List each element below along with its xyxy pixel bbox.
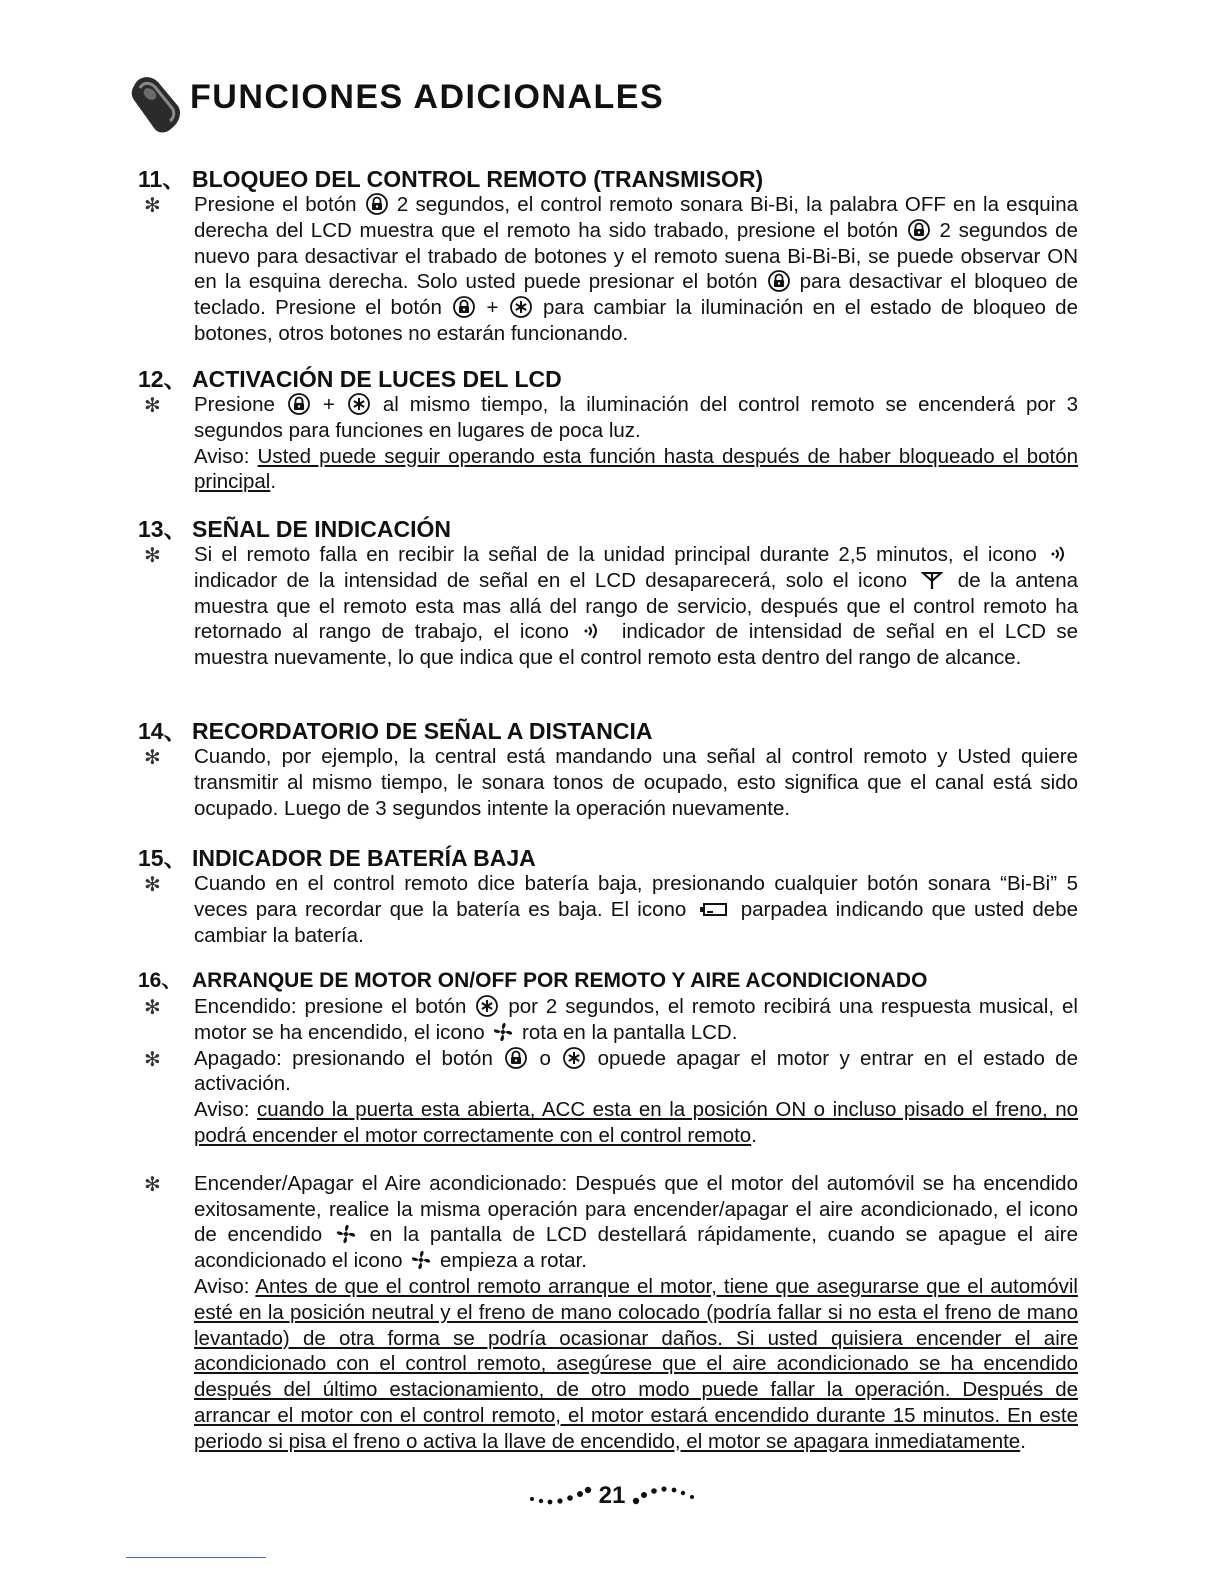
section-15 [138,845,1078,948]
text: o [539,1046,551,1070]
text: . [751,1123,757,1147]
fan-icon [492,1021,514,1043]
text: en la pantalla de LCD destellará rápidamente, cuando se apague el aire acondicionado el icono [194,1223,1078,1273]
remote-control-icon [128,72,184,138]
asterisk-bullet-icon: ✻ [144,1048,161,1071]
asterisk-bullet-icon: ✻ [144,747,161,769]
text: de la antena muestra que el remoto esta mas allá del rango de servicio, después que el control remoto ha retornado al rango de trabajo, el icono [194,568,1078,644]
decorative-dots-right-icon [632,1485,696,1505]
star-button-icon [563,1047,585,1069]
section-heading [138,845,1078,871]
paragraph [194,192,1078,347]
text: rota en la pantalla LCD. [522,1020,738,1044]
section-number: 12、 [138,366,187,392]
section-number: 15、 [138,845,187,871]
text: Cuando en el control remoto dice batería baja, presionando cualquier botón sonara “Bi-Bi” 5 veces para recordar que la batería es baja. El icono [194,872,1078,921]
text: 2 segundos de nuevo para desactivar el trabado de botones y el remoto suena Bi-Bi-Bi, se puede observar ON en la esquina derecha. Solo usted puede presionar el botón [194,218,1078,294]
section-number: 13、 [138,516,187,542]
text: Encendido: presione el botón [194,995,467,1018]
text: para desactivar el bloqueo de teclado. Presione el botón [194,270,1078,320]
page-header [128,68,828,138]
paragraph [194,542,1078,671]
decorative-dots-left-icon [528,1485,592,1505]
page-title: FUNCIONES ADICIONALES [190,78,665,116]
section-title: SEÑAL DE INDICACIÓN [192,516,451,542]
notice-label: Aviso: [194,444,250,468]
page-footer [0,1482,1224,1510]
section-heading [138,516,1078,542]
signal-strength-icon [1050,544,1074,564]
signal-strength-icon [583,621,607,641]
text: al mismo tiempo, la iluminación del control remoto se encenderá por 3 segundos para funciones en lugares de poca luz. [194,393,1078,442]
section-title: INDICADOR DE BATERÍA BAJA [192,845,536,871]
section-heading [138,968,1078,994]
asterisk-bullet-icon: ✻ [144,874,161,896]
section-heading [138,166,1078,192]
text: Apagado: presionando el botón [194,1046,493,1070]
paragraph [194,1171,1078,1455]
section-heading [138,366,1078,392]
section-title: RECORDATORIO DE SEÑAL A DISTANCIA [192,718,653,744]
section-heading [138,718,1078,744]
notice-label: Aviso: [194,1098,250,1122]
notice-text: cuando la puerta esta abierta, ACC esta en la posición ON o incluso pisado el freno, no podrá encender el motor correctamente con el control remoto [194,1098,1078,1147]
list-item [138,542,1078,671]
text: 2 segundos, el control remoto sonara Bi-Bi, la palabra OFF en la esquina derecha del LCD muestra que el remoto ha sido trabado, presione el botón [194,193,1078,242]
list-item [138,1171,1078,1455]
notice-label: Aviso: [194,1274,250,1298]
text: . [270,470,277,494]
paragraph: Cuando, por ejemplo, la central está mandando una señal al control remoto y Usted quiere transmitir al mismo tiempo, le sonara tonos de ocupado, esto significa que el canal está sido ocupado. Luego de 3 segundos intente la operación nuevamente. [194,745,1078,820]
fan-icon [335,1223,357,1245]
section-14 [138,718,1078,821]
lock-button-icon [453,296,475,318]
text: . [1020,1429,1026,1453]
text: + [486,296,499,320]
text: Si el remoto falla en recibir la señal de la unidad principal durante 2,5 minutos, el icono [194,543,1037,566]
lock-button-icon [366,193,388,215]
section-number: 16、 [138,969,183,992]
section-number: 11、 [138,166,186,192]
asterisk-bullet-icon: ✻ [144,1173,161,1196]
section-title: BLOQUEO DEL CONTROL REMOTO (TRANSMISOR) [192,166,764,192]
list-item [138,392,1078,495]
text: para cambiar la iluminación en el estado de bloqueo de botones, otros botones no estarán funcionando. [194,296,1078,345]
text: Encender/Apagar el Aire acondicionado: Después que el motor del automóvil se ha encendido exitosamente, realice la misma operación para encender/apagar el aire acondicionado, el icono de encendido [194,1171,1078,1247]
text: indicador de la intensidad de señal en el LCD desaparecerá, solo el icono [194,568,908,592]
notice-text: Usted puede seguir operando esta función hasta después de haber bloqueado el botón principal [194,444,1078,494]
list-item [138,1046,1078,1149]
lock-button-icon [505,1047,527,1069]
list-item [138,871,1078,948]
text: Presione el botón [194,193,357,216]
asterisk-bullet-icon: ✻ [144,395,161,417]
text: opuede apagar el motor y entrar en el estado de activación. [194,1046,1078,1096]
star-button-icon [476,995,498,1017]
section-12 [138,366,1078,495]
footer-divider [126,1557,266,1558]
section-title: ACTIVACIÓN DE LUCES DEL LCD [192,366,562,392]
antenna-icon [920,570,944,590]
fan-icon [410,1249,432,1271]
list-item [138,744,1078,821]
text: por 2 segundos, el remoto recibirá una respuesta musical, el motor se ha encendido, el icono [194,995,1078,1044]
notice-text: Antes de que el control remoto arranque el motor, tiene que asegurarse que el automóvil esté en la posición neutral y el freno de mano colocado (podría fallar si no esta el freno de mano levantado) de otra forma se podría ocasionar daños. Si usted quisiera encender el aire acondicionado con el control remoto, asegúrese que el aire acondicionado se ha encendido después del último estacionamiento, de otro modo puede fallar la operación. Después de arrancar el motor con el control remoto, el motor estará encendido durante 15 minutos. En este periodo si pisa el freno o activa la llave de encendido, el motor se apagara inmediatamente [194,1274,1078,1453]
lock-button-icon [768,270,790,292]
section-11 [138,166,1078,347]
section-13 [138,516,1078,671]
star-button-icon [348,393,370,415]
asterisk-bullet-icon: ✻ [144,195,161,217]
text: parpadea indicando que usted debe cambiar la batería. [194,897,1079,947]
star-button-icon [510,296,532,318]
paragraph [194,871,1078,948]
list-item [138,192,1078,347]
text: + [322,393,335,416]
text: Presione [194,393,275,416]
paragraph [194,392,1078,495]
paragraph [194,1046,1078,1149]
asterisk-bullet-icon: ✻ [144,997,161,1019]
battery-icon [699,899,729,919]
lock-button-icon [288,393,310,415]
paragraph [194,994,1078,1046]
section-number: 14、 [138,718,187,744]
text: empieza a rotar. [439,1249,587,1273]
lock-button-icon [908,219,930,241]
section-title: ARRANQUE DE MOTOR ON/OFF POR REMOTO Y AIRE ACONDICIONADO [192,969,928,992]
asterisk-bullet-icon: ✻ [144,545,161,567]
section-16 [138,968,1078,1455]
text: indicador de intensidad de señal en el LCD se muestra nuevamente, lo que indica que el control remoto esta dentro del rango de alcance. [194,620,1079,670]
list-item [138,994,1078,1046]
page-number: 21 [598,1482,626,1509]
